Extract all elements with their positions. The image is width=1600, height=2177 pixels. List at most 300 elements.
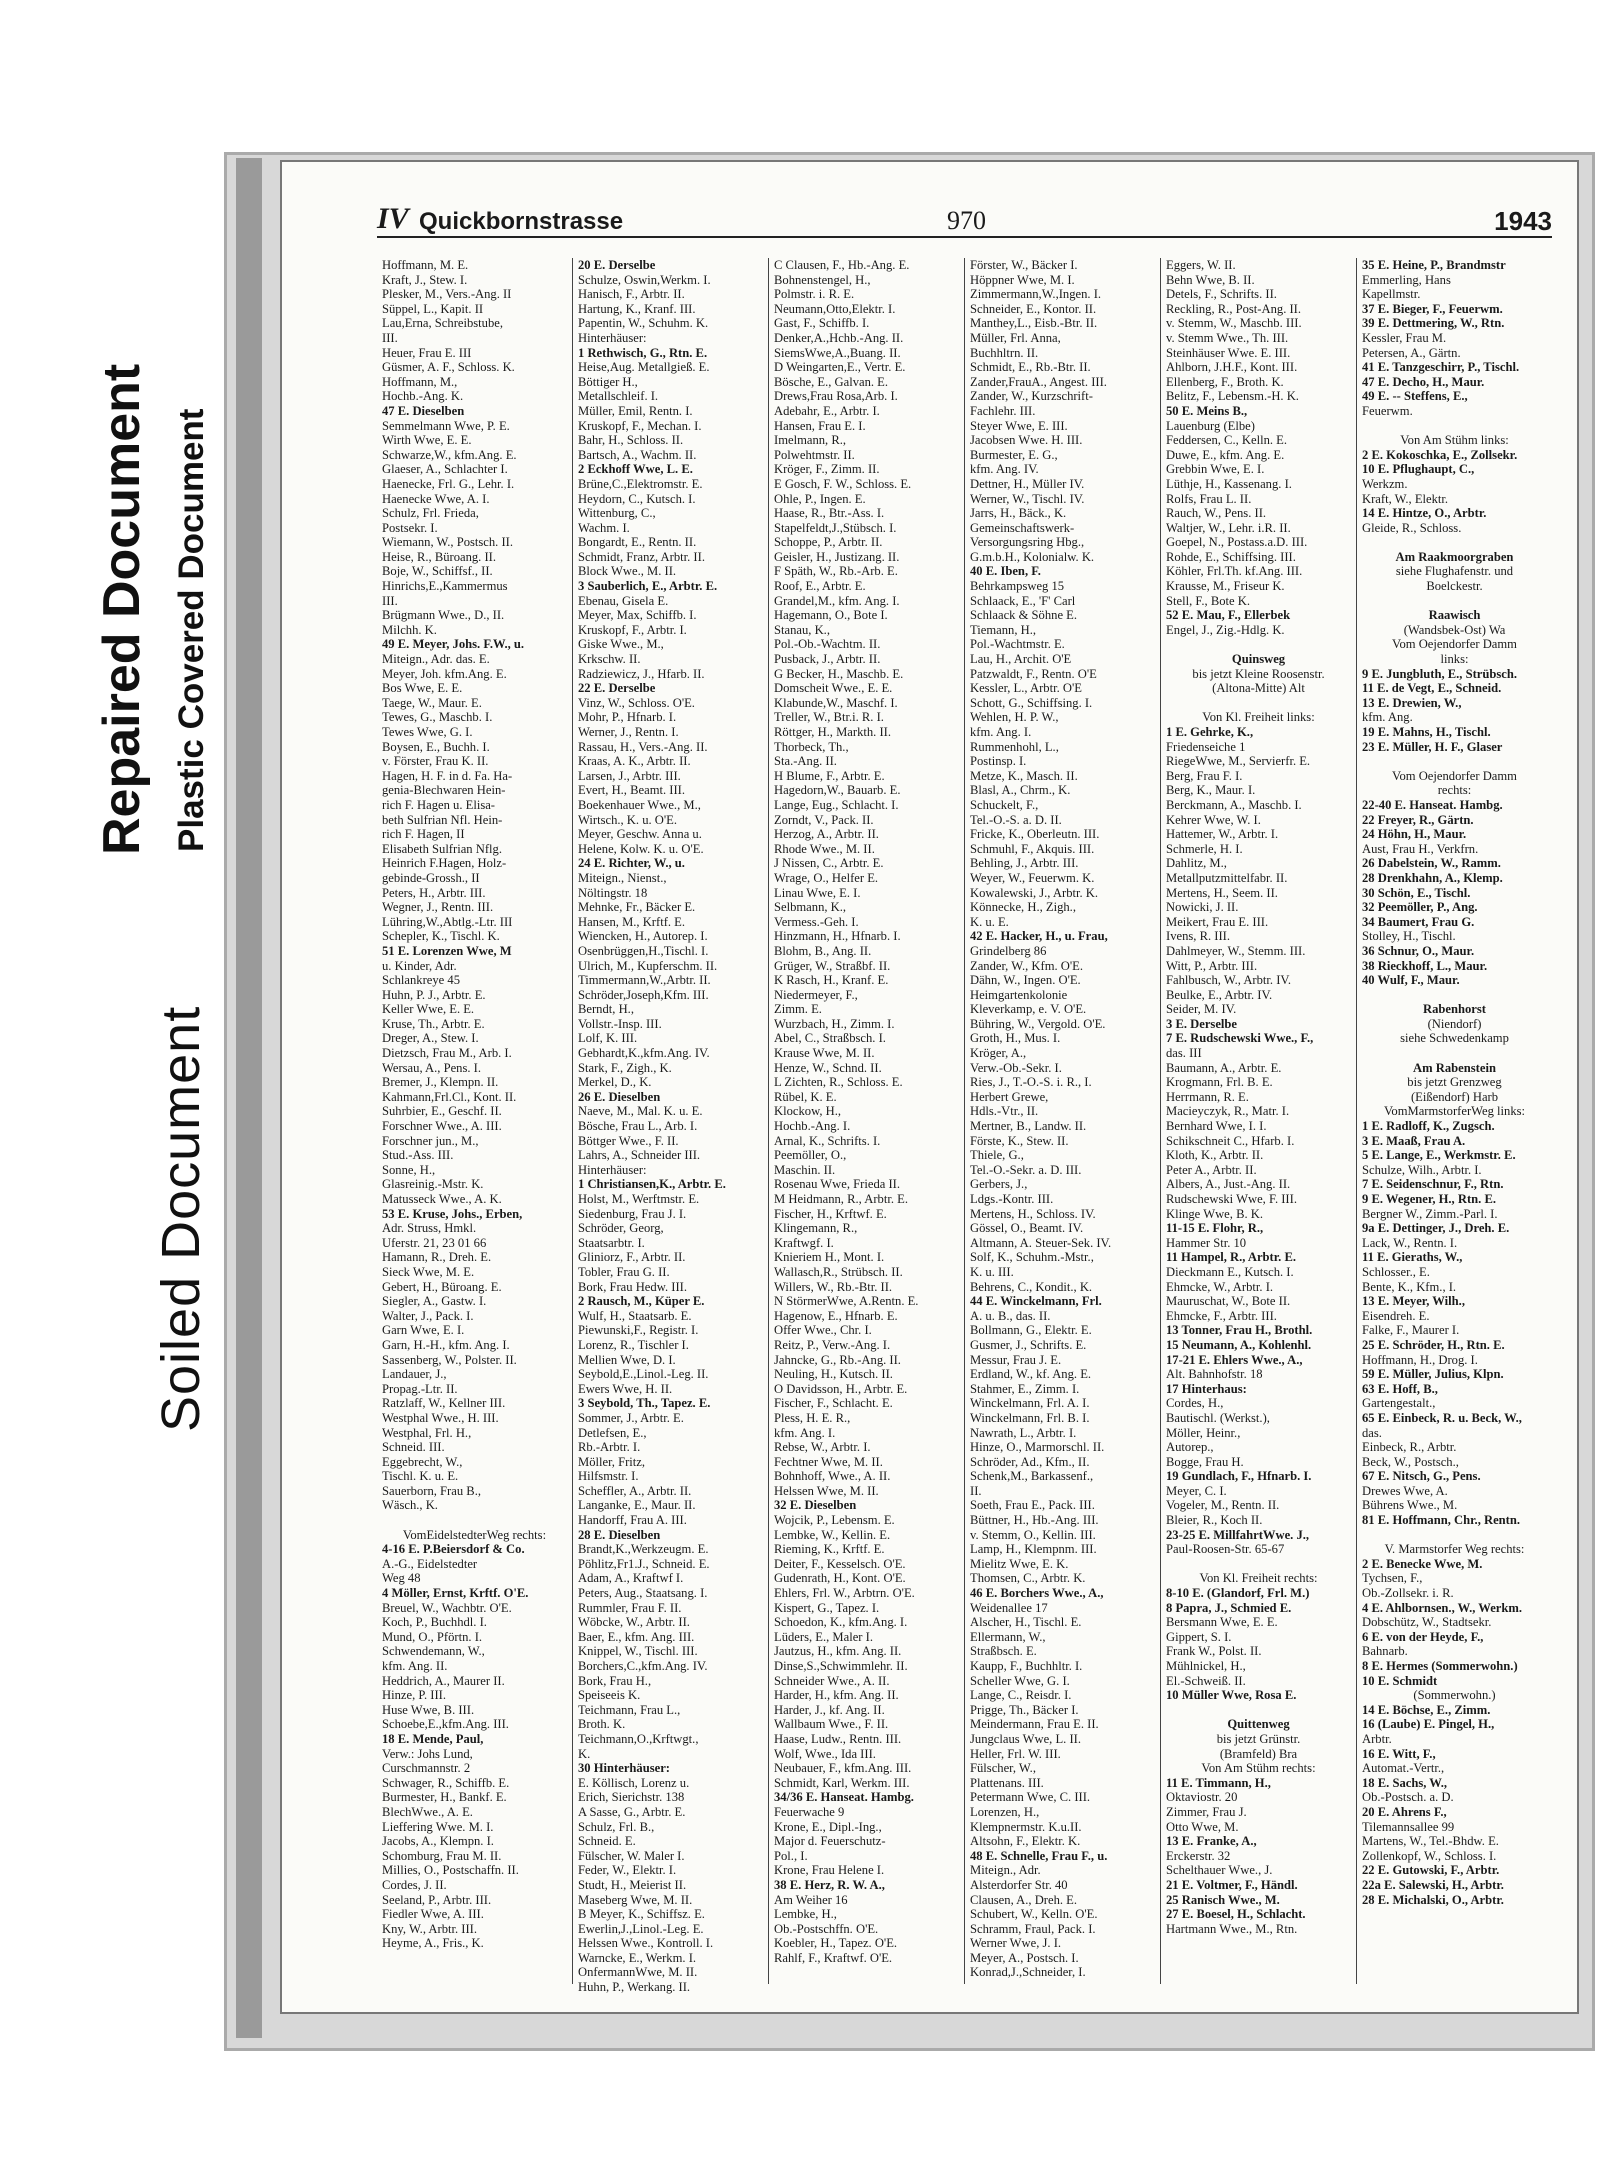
resident-entry <box>1362 535 1547 550</box>
resident-entry: Pol.-Wachtmstr. E. <box>970 637 1065 652</box>
street-note: (Wandsbek-Ost) Wa <box>1403 622 1506 637</box>
resident-entry: Schoedon, K., kfm.Ang. I. <box>774 1615 908 1630</box>
resident-entry: Kehrer Wwe, W. I. <box>1166 812 1261 827</box>
resident-entry: Falke, F., Maurer I. <box>1362 1323 1460 1338</box>
resident-entry: Heimgartenkolonie <box>970 987 1068 1002</box>
street-note: siehe Flughafenstr. und <box>1395 564 1514 579</box>
resident-entry: Pol., I. <box>774 1848 808 1863</box>
resident-entry: Werner Wwe, J. I. <box>970 1936 1062 1951</box>
resident-entry: Paul-Roosen-Str. 65-67 <box>1166 1542 1285 1557</box>
resident-entry: Gleide, R., Schloss. <box>1362 520 1462 535</box>
resident-entry: Block Wwe., M. II. <box>578 564 677 579</box>
street-note: V. Marmstorfer Weg rechts: <box>1384 1542 1525 1557</box>
resident-entry: Bergner W., Zimm.-Parl. I. <box>1362 1206 1498 1221</box>
resident-entry: Milchh. K. <box>382 622 437 637</box>
resident-entry: Boje, W., Schiffsf., II. <box>382 564 493 579</box>
resident-entry: Seybold,E.,Linol.-Leg. II. <box>578 1367 709 1382</box>
resident-entry: Schott, G., Schiffsing. I. <box>970 695 1093 710</box>
house-entry: 25 Ranisch Wwe., M. <box>1166 1892 1280 1907</box>
resident-entry: Lau,Erna, Schreibstube, <box>382 316 503 331</box>
resident-entry: Verw.-Ob.-Sekr. I. <box>970 1060 1062 1075</box>
house-entry: 20 E. Ahrens F., <box>1362 1804 1447 1819</box>
resident-entry: Jarrs, H., Bäck., K. <box>970 506 1067 521</box>
street-note: Von Kl. Freiheit links: <box>1202 710 1315 725</box>
resident-entry: Gössel, O., Beamt. IV. <box>970 1221 1084 1236</box>
resident-entry: Domscheit Wwe., E. E. <box>774 681 893 696</box>
resident-entry: Bogge, Frau H. <box>1166 1454 1244 1469</box>
resident-entry: Klinge Wwe, B. K. <box>1166 1206 1264 1221</box>
street-heading: Quickbornstrasse <box>419 208 624 235</box>
resident-entry: Garn, H.-H., kfm. Ang. I. <box>382 1337 510 1352</box>
resident-entry: Maschin. II. <box>774 1162 836 1177</box>
resident-entry: Stud.-Ass. III. <box>382 1148 454 1163</box>
house-entry: 35 E. Heine, P., Brandmstr <box>1362 258 1506 272</box>
resident-entry: Willers, W., Rb.-Btr. II. <box>774 1279 893 1294</box>
resident-entry: Brüne,C.,Elektromstr. E. <box>578 476 703 491</box>
house-entry: 36 Schnur, O., Maur. <box>1362 943 1475 958</box>
resident-entry: Schoppe, P., Arbtr. II. <box>774 535 883 550</box>
street-note: links: <box>1440 652 1469 667</box>
resident-entry: Lau, H., Archit. O'E <box>970 652 1072 667</box>
resident-entry: K. u. E. <box>970 914 1009 929</box>
house-entry: 47 E. Dieselben <box>382 403 465 418</box>
resident-entry: Fischer, F., Schlacht. E. <box>774 1396 893 1411</box>
house-entry: 38 E. Herz, R. W. A., <box>774 1877 885 1892</box>
resident-entry: Hammer Str. 10 <box>1166 1235 1247 1250</box>
resident-entry: Vermess.-Geh. I. <box>774 914 859 929</box>
resident-entry: Messur, Frau J. E. <box>970 1352 1062 1367</box>
resident-entry: Hinze, O., Marmorschl. II. <box>970 1440 1105 1455</box>
resident-entry: Niedermeyer, F., <box>774 987 858 1002</box>
resident-entry: Fülscher, W., <box>970 1761 1036 1776</box>
resident-entry: Plesker, M., Vers.-Ang. II <box>382 287 512 302</box>
resident-entry: kfm. Ang. I. <box>774 1425 836 1440</box>
house-entry: 22 Freyer, R., Gärtn. <box>1362 812 1474 827</box>
resident-entry: Klabunde,W., Maschf. I. <box>774 695 898 710</box>
resident-entry: Forschner jun., M., <box>382 1133 479 1148</box>
directory-page <box>280 160 1579 2014</box>
resident-entry: Steinhäuser Wwe. E. III. <box>1166 345 1291 360</box>
resident-entry: Deiter, F., Kesselsch. O'E. <box>774 1556 906 1571</box>
street-heading: Raawisch <box>1428 608 1481 623</box>
resident-entry: Automat.-Vertr., <box>1362 1761 1445 1776</box>
resident-entry: Imelmann, R., <box>774 433 847 448</box>
resident-entry: Rübel, K. E. <box>774 1089 837 1104</box>
resident-entry: Buchhltrn. II. <box>970 345 1039 360</box>
house-entry: 19 Gundlach, F., Hfnarb. I. <box>1166 1469 1312 1484</box>
resident-entry: Erich, Sierichstr. 138 <box>578 1790 685 1805</box>
resident-entry <box>1362 419 1547 434</box>
house-entry: 32 Peemöller, P., Ang. <box>1362 900 1478 915</box>
street-note: (Eißendorf) Harb <box>1410 1089 1499 1104</box>
resident-entry: Förster, W., Bäcker I. <box>970 258 1078 272</box>
resident-entry: Heise, R., Büroang. II. <box>382 549 497 564</box>
resident-entry: rich F. Hagen, II <box>382 827 465 842</box>
resident-entry: v. Förster, Frau K. II. <box>382 754 489 769</box>
resident-entry: Röttger, H., Markth. II. <box>774 725 892 739</box>
house-entry: 13 E. Drewien, W., <box>1362 695 1462 710</box>
house-entry: 28 E. Dieselben <box>578 1527 661 1542</box>
resident-entry: Belitz, F., Lebensm.-H. K. <box>1166 389 1299 404</box>
resident-entry: Bahnarb. <box>1362 1644 1408 1659</box>
resident-entry: Lorenzen, H., <box>970 1804 1040 1819</box>
resident-entry: Gast, F., Schiffb. I. <box>774 316 870 331</box>
house-entry: 1 Rethwisch, G., Rtn. E. <box>578 345 708 360</box>
resident-entry: Ries, J., T.-O.-S. i. R., I. <box>970 1075 1092 1090</box>
resident-entry: Kröger, A., <box>970 1046 1027 1061</box>
resident-entry: Linau Wwe, E. I. <box>774 885 861 900</box>
resident-entry <box>1362 1528 1547 1543</box>
resident-entry: Semmelmann Wwe, P. E. <box>382 418 510 433</box>
resident-entry: Schulze, Wilh., Arbtr. I. <box>1362 1162 1482 1177</box>
resident-entry: Engel, J., Zig.-Hdlg. K. <box>1166 622 1285 637</box>
house-entry: 34/36 E. Hanseat. Hambg. <box>774 1790 914 1805</box>
resident-entry: Tel.-O.-Sekr. a. D. III. <box>970 1162 1082 1177</box>
house-entry: 16 E. Witt, F., <box>1362 1746 1436 1761</box>
resident-entry: Förste, K., Stew. II. <box>970 1133 1069 1148</box>
resident-entry: Ellermann, W., <box>970 1629 1046 1644</box>
resident-entry: Ewerlin,J.,Linol.-Leg. E. <box>578 1921 704 1936</box>
resident-entry: Taege, W., Maur. E. <box>382 695 482 710</box>
resident-entry: Altmann, A. Steuer-Sek. IV. <box>970 1235 1112 1250</box>
resident-entry: Kessler, L., Arbtr. O'E <box>970 681 1082 696</box>
resident-entry: Seider, M. IV. <box>1166 1002 1237 1017</box>
resident-entry: Sauerborn, Frau B., <box>382 1483 481 1498</box>
resident-entry: Mertner, B., Landw. II. <box>970 1119 1087 1134</box>
resident-entry: Haenecke Wwe, A. I. <box>382 491 490 506</box>
resident-entry: Bartsch, A., Wachm. II. <box>578 447 697 462</box>
resident-entry: Tel.-O.-S. a. D. II. <box>970 812 1062 827</box>
resident-entry: Schramm, Fraul, Pack. I. <box>970 1921 1096 1936</box>
resident-entry: Behn Wwe, B. II. <box>1166 272 1255 287</box>
page-header <box>377 202 1552 238</box>
resident-entry: Schoebe,E.,kfm.Ang. III. <box>382 1717 509 1732</box>
resident-entry: Brügmann Wwe., D., II. <box>382 608 505 623</box>
resident-entry: Larsen, J., Arbtr. III. <box>578 768 681 783</box>
resident-entry: Schröder, Ad., Kfm., II. <box>970 1454 1090 1469</box>
resident-entry: Huhn, P. J., Arbtr. E. <box>382 987 486 1002</box>
house-entry: 10 Müller Wwe, Rosa E. <box>1166 1688 1297 1703</box>
resident-entry: Bente, K., Kfm., I. <box>1362 1279 1457 1294</box>
resident-entry: Lamp, H., Klempnm. III. <box>970 1542 1097 1557</box>
resident-entry: Garn Wwe, E. I. <box>382 1323 465 1338</box>
resident-entry: Metze, K., Masch. II. <box>970 768 1078 783</box>
street-heading: Am Raakmoorgraben <box>1395 549 1514 564</box>
house-entry: 1 Christiansen,K., Arbtr. E. <box>578 1177 726 1192</box>
resident-entry: Steyer Wwe, E. III. <box>970 418 1068 433</box>
resident-entry: Lolf, K. III. <box>578 1031 638 1046</box>
resident-entry: Petermann Wwe, C. III. <box>970 1790 1091 1805</box>
resident-entry: Schubert, W., Kelln. O'E. <box>970 1907 1098 1922</box>
resident-entry: Rebse, W., Arbtr. I. <box>774 1440 871 1455</box>
resident-entry: v. Stemm Wwe., Th. III. <box>1166 330 1289 345</box>
resident-entry: Schneid. E. <box>578 1834 636 1849</box>
resident-entry: Schwarze,W., kfm.Ang. E. <box>382 447 517 462</box>
resident-entry: A Sasse, G., Arbtr. E. <box>578 1804 686 1819</box>
resident-entry: Meindermann, Frau E. II. <box>970 1717 1099 1732</box>
resident-entry: Kruskopf, F., Arbtr. I. <box>578 622 687 637</box>
resident-entry: Mohr, P., Hfnarb. I. <box>578 710 677 725</box>
resident-entry: kfm. Ang. IV. <box>970 462 1039 477</box>
resident-entry: Knieriem H., Mont. I. <box>774 1250 885 1265</box>
resident-entry: Bühring, W., Vergold. O'E. <box>970 1016 1106 1031</box>
resident-entry: Glasreinig.-Mstr. K. <box>382 1177 484 1192</box>
resident-entry: Schneid. III. <box>382 1440 445 1455</box>
resident-entry: Am Weiher 16 <box>774 1892 848 1907</box>
resident-entry: kfm. Ang. I. <box>970 725 1032 739</box>
resident-entry: Kraft, W., Elektr. <box>1362 491 1449 506</box>
resident-entry: Rahlf, F., Kraftwf. O'E. <box>774 1950 893 1965</box>
resident-entry: Berg, Frau F. I. <box>1166 768 1243 783</box>
resident-entry <box>1362 1046 1547 1061</box>
resident-entry: K Rasch, H., Kranf. E. <box>774 973 889 988</box>
resident-entry: Güsmer, A. F., Schloss. K. <box>382 360 515 375</box>
resident-entry: Merkel, D., K. <box>578 1075 652 1090</box>
resident-entry: Burmester, H., Bankf. E. <box>382 1790 507 1805</box>
resident-entry: Mertens, H., Schloss. IV. <box>970 1206 1096 1221</box>
house-entry: 18 E. Mende, Paul, <box>382 1731 484 1746</box>
resident-entry: Kowalewski, J., Arbtr. K. <box>970 885 1099 900</box>
resident-entry: Sommer, J., Arbtr. E. <box>578 1410 684 1425</box>
directory-column <box>377 258 573 1984</box>
resident-entry: Feuerwache 9 <box>774 1804 845 1819</box>
resident-entry: Verw.: Johs Lund, <box>382 1746 473 1761</box>
resident-entry: G Becker, H., Maschb. E. <box>774 666 904 681</box>
resident-entry: Staatsarbtr. I. <box>578 1235 645 1250</box>
resident-entry: Meyer, A., Postsch. I. <box>970 1950 1079 1965</box>
resident-entry: Gerbers, J., <box>970 1177 1028 1192</box>
resident-entry: Herrmann, R. E. <box>1166 1089 1249 1104</box>
resident-entry: Cordes, J. II. <box>382 1877 447 1892</box>
resident-entry: Versorgungsring Hbg., <box>970 535 1085 550</box>
resident-entry: Mund, O., Pförtn. I. <box>382 1629 483 1644</box>
resident-entry: Bersmann Wwe, E. E. <box>1166 1615 1278 1630</box>
resident-entry: Rummenhohl, L., <box>970 739 1059 754</box>
resident-entry: F Späth, W., Rb.-Arb. E. <box>774 564 898 579</box>
house-entry: 59 E. Müller, Julius, Klpn. <box>1362 1367 1504 1382</box>
resident-entry: Koebler, H., Tapez. O'E. <box>774 1936 898 1951</box>
resident-entry: Hansen, M., Krftf. E. <box>578 914 686 929</box>
resident-entry: Neuling, H., Kutsch. II. <box>774 1367 893 1382</box>
resident-entry: Otto Wwe, M. <box>1166 1819 1239 1834</box>
resident-entry: Nowicki, J. II. <box>1166 900 1239 915</box>
resident-entry <box>1166 1557 1351 1572</box>
resident-entry: Schlosser., E. <box>1362 1264 1430 1279</box>
resident-entry: III. <box>382 593 398 608</box>
resident-entry: Kny, W., Arbtr. III. <box>382 1921 478 1936</box>
house-entry: 48 E. Schnelle, Frau F., u. <box>970 1848 1108 1863</box>
house-entry: 26 E. Dieselben <box>578 1089 661 1104</box>
resident-entry: Ehlers, Frl. W., Arbtrn. O'E. <box>774 1586 915 1601</box>
resident-entry: Walter, J., Pack. I. <box>382 1308 474 1323</box>
resident-entry: Abel, C., Straßbsch. I. <box>774 1031 886 1046</box>
resident-entry: Heinrich F.Hagen, Holz- <box>382 856 507 871</box>
resident-entry: Kruse, Th., Arbtr. E. <box>382 1016 485 1031</box>
house-entry: 11 E. Gieraths, W., <box>1362 1250 1463 1265</box>
resident-entry: Eggebrecht, W., <box>382 1454 463 1469</box>
house-entry: 26 Dabelstein, W., Ramm. <box>1362 856 1501 871</box>
soiled-document-stamp: Soiled Document <box>151 1005 211 1432</box>
resident-entry: Zander, W., Kurzschrift- <box>970 389 1093 404</box>
resident-entry: Uferstr. 21, 23 01 66 <box>382 1235 487 1250</box>
resident-entry: Blasl, A., Chrm., K. <box>970 783 1071 798</box>
resident-entry: Fahlbusch, W., Arbtr. IV. <box>1166 973 1292 988</box>
resident-entry: Wurzbach, H., Zimm. I. <box>774 1016 895 1031</box>
resident-entry: Henze, W., Schnd. II. <box>774 1060 882 1075</box>
house-entry: 28 Drenkhahn, A., Klemp. <box>1362 870 1503 885</box>
resident-entry: Neumann,Otto,Elektr. I. <box>774 301 896 316</box>
resident-entry: Nöltingstr. 18 <box>578 885 648 900</box>
resident-entry: Rhode Wwe., M. II. <box>774 841 875 856</box>
resident-entry: Stell, F., Bote K. <box>1166 593 1251 608</box>
resident-entry: Werner, W., Tischl. IV. <box>970 491 1085 506</box>
resident-entry: Heyme, A., Fris., K. <box>382 1936 484 1951</box>
resident-entry: Gebert, H., Bürоang. E. <box>382 1279 502 1294</box>
resident-entry: Schneider Wwe., A. II. <box>774 1673 890 1688</box>
resident-entry: Schenk,M., Barkassenf., <box>970 1469 1094 1484</box>
resident-entry: Detels, F., Schrifts. II. <box>1166 287 1277 302</box>
resident-entry: Teichmann,O.,Krftwgt., <box>578 1731 699 1746</box>
resident-entry: Major d. Feuerschutz- <box>774 1834 886 1849</box>
resident-entry: Ehmcke, W., Arbtr. I. <box>1166 1279 1274 1294</box>
resident-entry: Kispert, G., Tapez. I. <box>774 1600 880 1615</box>
resident-entry: Goepel, N., Postass.a.D. III. <box>1166 535 1308 550</box>
resident-entry: Winckelmann, Frl. B. I. <box>970 1410 1090 1425</box>
house-entry: 50 E. Meins B., <box>1166 403 1248 418</box>
resident-entry: Curschmannstr. 2 <box>382 1761 471 1776</box>
resident-entry: Plattenans. III. <box>970 1775 1044 1790</box>
house-entry: 28 E. Michalski, O., Arbtr. <box>1362 1892 1504 1907</box>
resident-entry: Einbeck, R., Arbtr. <box>1362 1440 1457 1455</box>
house-entry: 11-15 E. Flohr, R., <box>1166 1221 1264 1236</box>
resident-entry: Reitz, P., Verw.-Ang. I. <box>774 1337 891 1352</box>
resident-entry: Stapelfeldt,J.,Stübsch. I. <box>774 520 897 535</box>
house-entry: 65 E. Einbeck, R. u. Beck, W., <box>1362 1410 1522 1425</box>
resident-entry: Schröder,Joseph,Kfm. III. <box>578 987 709 1002</box>
house-entry: 23 E. Müller, H. F., Glaser <box>1362 739 1503 754</box>
resident-entry: Wulf, H., Staatsarb. E. <box>578 1308 692 1323</box>
house-entry: 13 E. Meyer, Wilh., <box>1362 1294 1465 1309</box>
resident-entry: Kruskopf, F., Mechan. I. <box>578 418 702 433</box>
resident-entry: Tewes Wwe, G. I. <box>382 725 473 739</box>
resident-entry: Hinzmann, H., Hfnarb. I. <box>774 929 901 944</box>
street-heading: Quittenweg <box>1227 1717 1290 1732</box>
resident-entry: Erckerstr. 32 <box>1166 1848 1231 1863</box>
house-entry: 14 E. Hintze, O., Arbtr. <box>1362 506 1487 521</box>
resident-entry: Landauer, J., <box>382 1367 447 1382</box>
resident-entry: Ob.-Postschffn. O'E. <box>774 1921 879 1936</box>
resident-entry: Harder, H., kfm. Ang. II. <box>774 1688 899 1703</box>
resident-entry: Ebenau, Gisela E. <box>578 593 669 608</box>
resident-entry: Behrens, C., Kondit., K. <box>970 1279 1093 1294</box>
resident-entry: das. <box>1362 1425 1382 1440</box>
house-entry: 39 E. Dettmering, W., Rtn. <box>1362 316 1505 331</box>
resident-entry: Beulke, E., Arbtr. IV. <box>1166 987 1273 1002</box>
resident-entry: Thorbeck, Th., <box>774 739 849 754</box>
house-entry: 25 E. Schröder, H., Rtn. E. <box>1362 1337 1505 1352</box>
resident-entry: Zander,FrauA., Angest. III. <box>970 374 1107 389</box>
resident-entry: kfm. Ang. II. <box>382 1659 448 1673</box>
resident-entry: M Heidmann, R., Arbtr. E. <box>774 1192 908 1206</box>
resident-entry: Mehnke, Fr., Bäcker E. <box>578 900 696 915</box>
street-note: rechts: <box>1437 783 1472 798</box>
resident-entry: Scheffler, A., Arbtr. II. <box>578 1483 692 1498</box>
resident-entry: Lack, W., Rentn. I. <box>1362 1235 1458 1250</box>
directory-column <box>1161 258 1357 1984</box>
house-entry: 14 E. Böchse, E., Zimm. <box>1362 1702 1491 1717</box>
street-note: Vom Oejendorfer Damm <box>1392 637 1517 652</box>
resident-entry: Clausen, A., Dreh. E. <box>970 1892 1078 1907</box>
resident-entry: Krausse, M., Friseur K. <box>1166 579 1285 594</box>
resident-entry: Lembke, H., <box>774 1907 837 1922</box>
resident-entry: Albers, A., Just.-Ang. II. <box>1166 1177 1291 1192</box>
resident-entry: u. Kinder, Adr. <box>382 958 457 973</box>
resident-entry: Glaeser, A., Schlachter I. <box>382 462 508 477</box>
resident-entry: Schulze, Oswin,Werkm. I. <box>578 272 711 287</box>
resident-entry: Tewes, G., Maschb. I. <box>382 710 493 725</box>
resident-entry: Kapellmstr. <box>1362 287 1421 302</box>
street-note: Von Am Stühm links: <box>1400 433 1509 448</box>
resident-entry: Seeland, P., Arbtr. III. <box>382 1892 492 1907</box>
resident-entry: Pöhlitz,Fr1.J., Schneid. E. <box>578 1556 710 1571</box>
resident-entry: Maseberg Wwe, M. II. <box>578 1892 693 1907</box>
street-note: Vom Oejendorfer Damm <box>1392 768 1517 783</box>
resident-entry: Patzwaldt, F., Rentn. O'E <box>970 666 1097 681</box>
resident-entry: Wrage, O., Helfer E. <box>774 870 879 885</box>
resident-entry: Rassau, H., Vers.-Ang. II. <box>578 739 708 754</box>
resident-entry: Denker,A.,Hchb.-Ang. II. <box>774 330 904 345</box>
house-entry: 17 Hinterhaus: <box>1166 1381 1247 1396</box>
resident-entry: Bahr, H., Schloss. II. <box>578 433 684 448</box>
house-entry: 22 E. Derselbe <box>578 681 656 696</box>
resident-entry: Wehlen, H. P. W., <box>970 710 1059 725</box>
resident-entry: Hinterhäuser: <box>578 1162 647 1177</box>
resident-entry: Altsohn, F., Elektr. K. <box>970 1834 1081 1849</box>
resident-entry: Feder, W., Elektr. I. <box>578 1863 677 1878</box>
house-entry: 2 Eckhoff Wwe, L. E. <box>578 462 693 477</box>
resident-entry: Wojcik, P., Lebensm. E. <box>774 1513 895 1528</box>
house-entry: 52 E. Mau, F., Ellerbek <box>1166 608 1291 623</box>
resident-entry: genia-Blechwaren Hein- <box>382 783 506 798</box>
resident-entry: Macieyczyk, R., Matr. I. <box>1166 1104 1290 1119</box>
resident-entry: Wöbcke, W., Arbtr. II. <box>578 1615 690 1630</box>
resident-entry: Stolley, H., Tischl. <box>1362 929 1456 944</box>
street-note: Von Am Stühm rechts: <box>1201 1761 1316 1776</box>
resident-entry: Emmerling, Hans <box>1362 272 1451 287</box>
resident-entry: Heller, Frl. W. III. <box>970 1746 1061 1761</box>
resident-entry: Böttger Wwe., F. II. <box>578 1133 679 1148</box>
resident-entry: E Gosch, F. W., Schloss. E. <box>774 476 912 491</box>
house-entry: 3 E. Maaß, Frau A. <box>1362 1133 1466 1148</box>
house-entry: 15 Neumann, A., Kohlenhl. <box>1166 1337 1312 1352</box>
house-entry: 21 E. Voltmer, F., Händl. <box>1166 1877 1298 1892</box>
resident-entry: Bohnenstengel, H., <box>774 272 871 287</box>
resident-entry: Werkzm. <box>1362 476 1408 491</box>
resident-entry: Zollenkopf, W., Schloss. I. <box>1362 1848 1497 1863</box>
resident-entry: A. u. B., das. II. <box>970 1308 1051 1323</box>
resident-entry: Timmermann,W.,Arbtr. II. <box>578 973 711 988</box>
resident-entry: Bautischl. (Werkst.), <box>1166 1410 1270 1425</box>
resident-entry: Pol.-Ob.-Wachtm. II. <box>774 637 881 652</box>
resident-entry: das. III <box>1166 1046 1202 1061</box>
resident-entry: Gudenrath, H., Kont. O'E. <box>774 1571 906 1586</box>
resident-entry: Schmidt, E., Rb.-Btr. II. <box>970 360 1091 375</box>
resident-entry: Millies, O., Postschaffn. II. <box>382 1863 519 1878</box>
resident-entry: Gemeinschaftswerk- <box>970 520 1075 535</box>
resident-entry: Kloth, K., Arbtr. II. <box>1166 1148 1264 1163</box>
resident-entry: Schikschneit C., Hfarb. I. <box>1166 1133 1295 1148</box>
resident-entry: Bohnhoff, Wwe., A. II. <box>774 1469 891 1484</box>
